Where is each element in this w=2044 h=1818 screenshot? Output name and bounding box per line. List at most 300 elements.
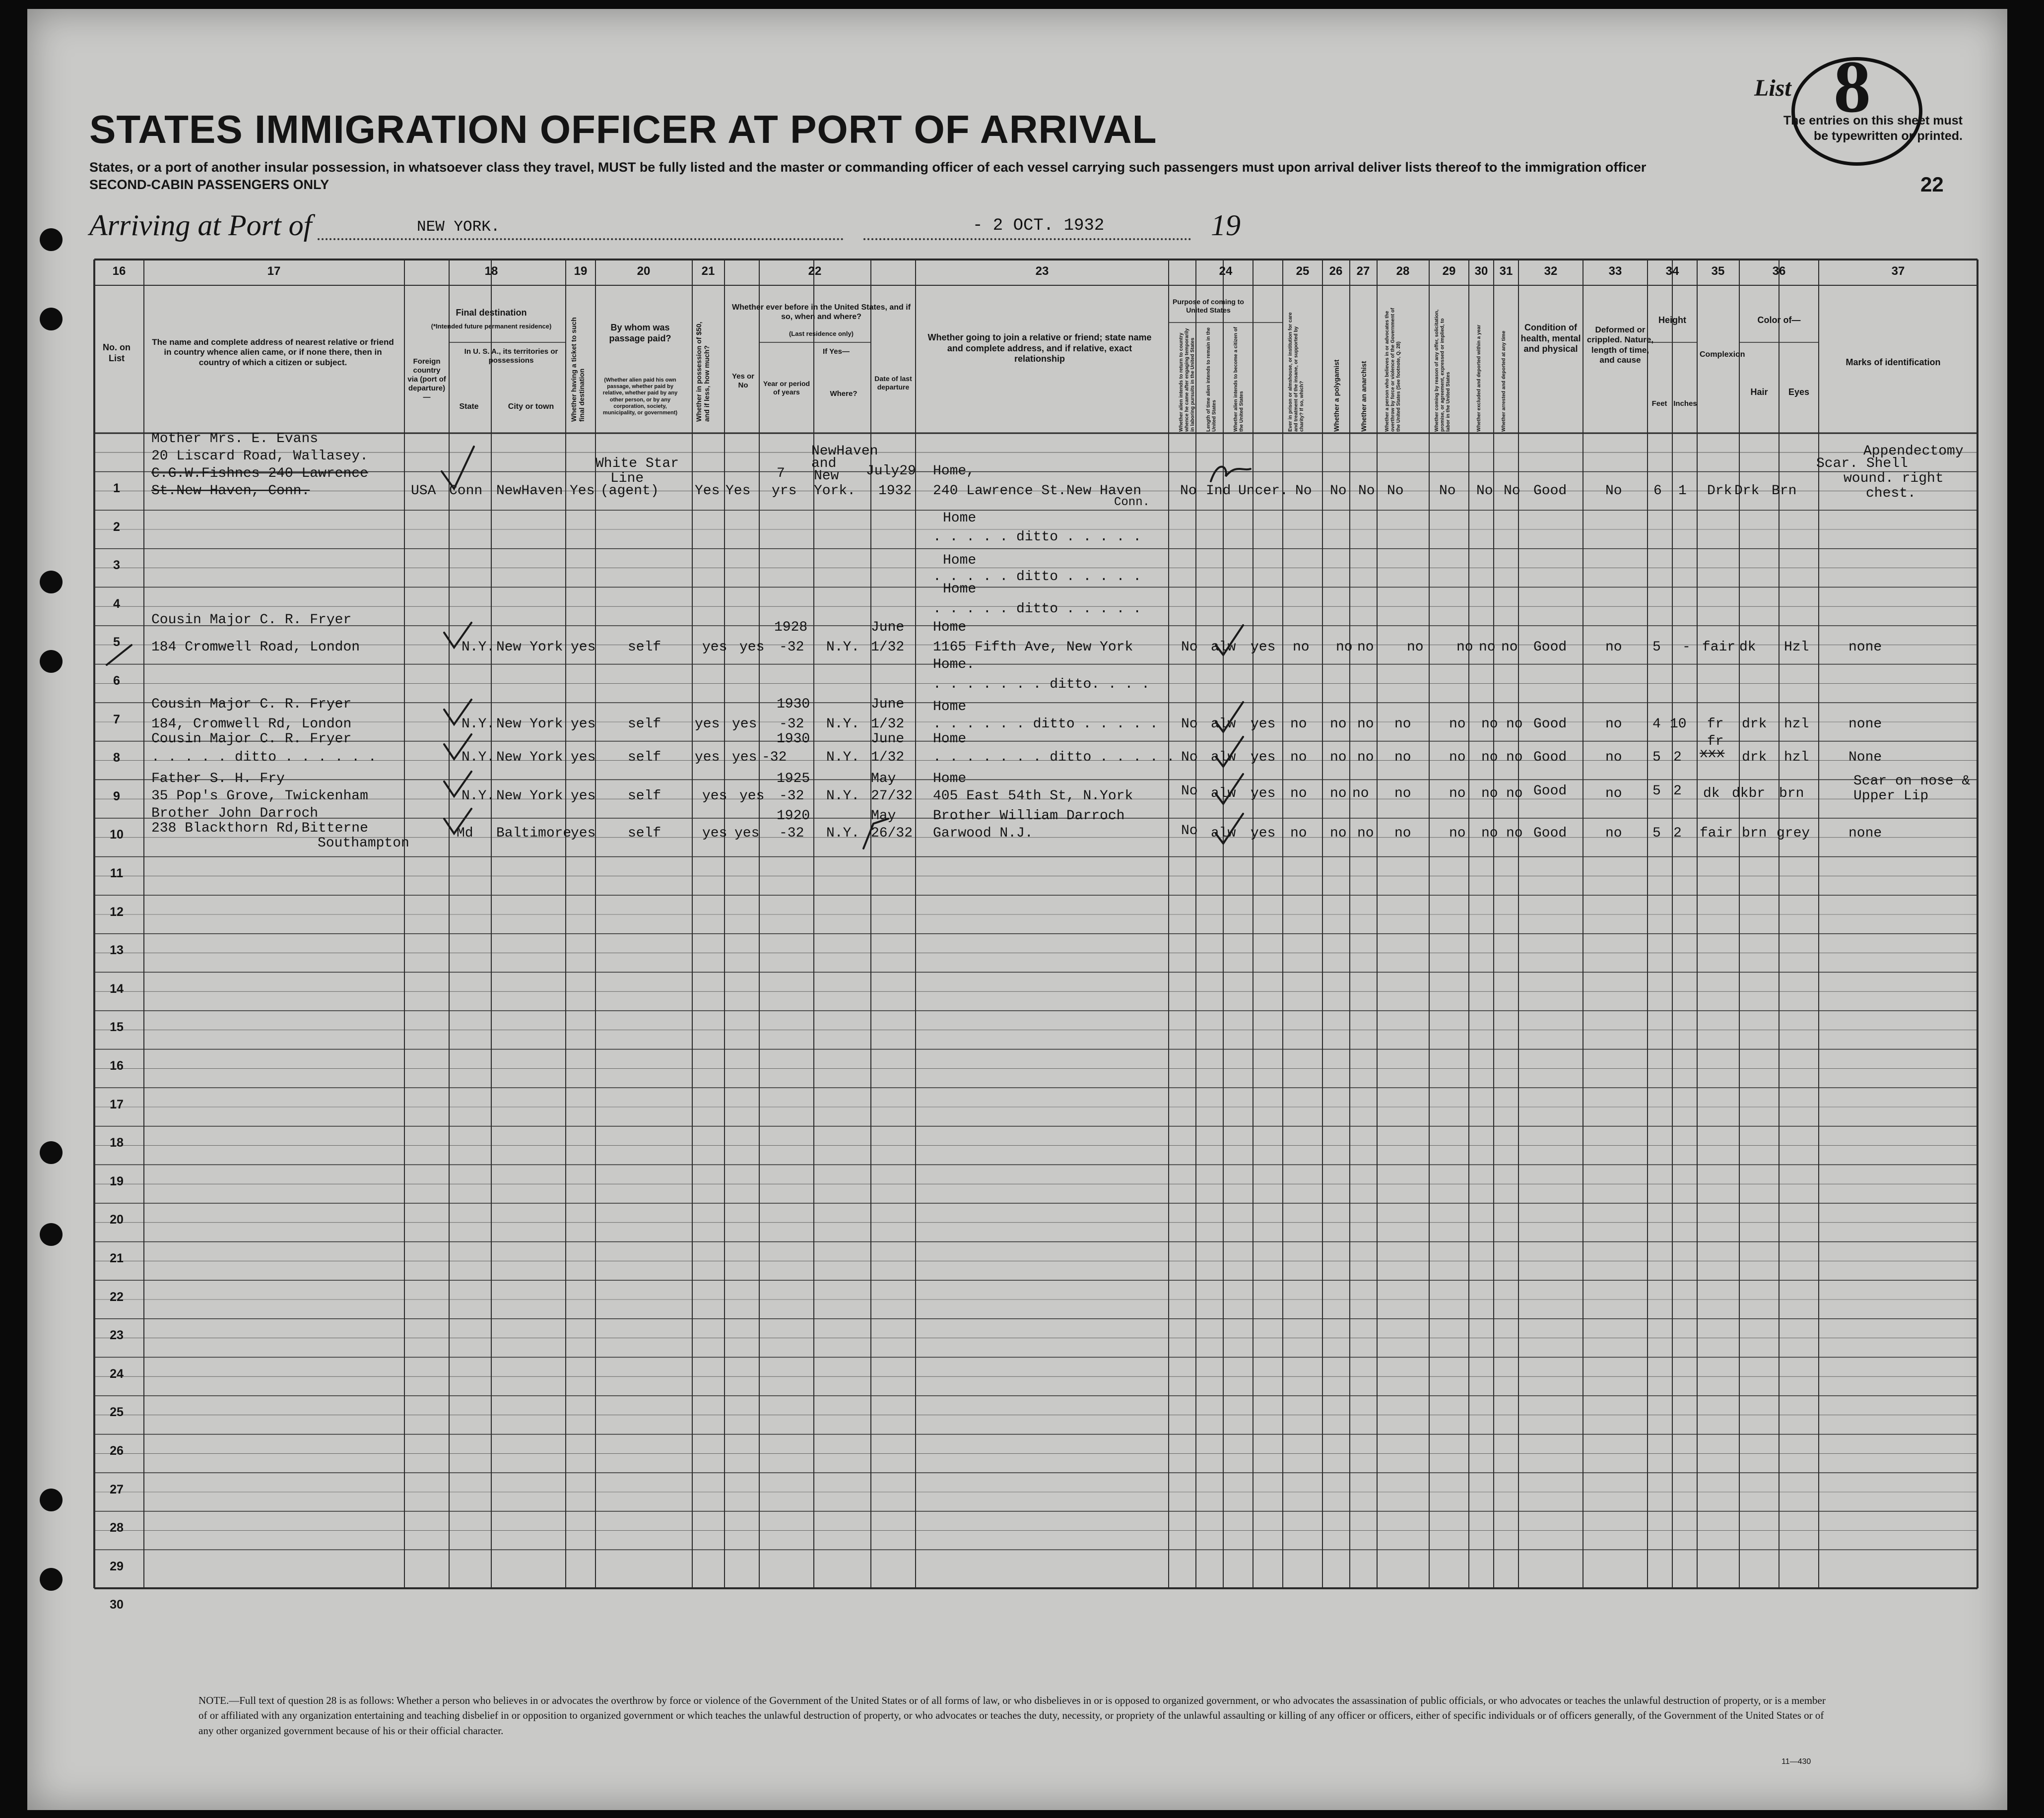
header-before-in-us: Whether ever before in the United States, and if so, when and where? bbox=[731, 303, 911, 322]
header-anarchist: Whether an anarchist bbox=[1360, 361, 1368, 432]
cell-departure: July29 bbox=[866, 463, 916, 479]
cell-departure: June bbox=[871, 731, 905, 747]
header-city: City or town bbox=[508, 402, 554, 411]
cell-polygamist: no bbox=[1330, 826, 1347, 841]
cell-departure: 1/32 bbox=[871, 640, 905, 655]
cell-joining: Home bbox=[933, 620, 967, 635]
cell-polygamist: no bbox=[1336, 640, 1353, 655]
cell-polygamist: no bbox=[1330, 716, 1347, 732]
header-relative-abroad: The name and complete address of nearest relative or friend in country whence alien came, or if none there, then in country of which a citizen or subject. bbox=[152, 337, 394, 367]
cell-joining: . . . . . ditto . . . . . bbox=[933, 529, 1142, 545]
header-offer: Whether coming by reason of any offer, solicitation, promise, or agreement, expressed or implied, to labor in the United States bbox=[1434, 309, 1451, 432]
row-number: 30 bbox=[110, 1598, 124, 1612]
cell-purpose-length: alw bbox=[1211, 640, 1236, 655]
cell-city: New York bbox=[496, 640, 563, 655]
cell-prison: no bbox=[1290, 786, 1307, 801]
row-number: 10 bbox=[110, 828, 124, 842]
form-number: 11—430 bbox=[1781, 1757, 1811, 1766]
header-passage-paid: By whom was passage paid? bbox=[609, 323, 671, 343]
header-yes-no: Yes or No bbox=[731, 372, 755, 390]
column-number: 21 bbox=[701, 264, 715, 278]
row-number: 2 bbox=[113, 519, 120, 534]
page-number: 22 bbox=[1920, 173, 1944, 196]
cell-years: -32 bbox=[779, 826, 804, 841]
column-number: 20 bbox=[637, 264, 651, 278]
cell-purpose-citizen: Uncer. bbox=[1238, 483, 1288, 499]
column-number: 34 bbox=[1665, 264, 1679, 278]
column-number: 30 bbox=[1474, 264, 1488, 278]
row-number: 9 bbox=[113, 789, 120, 803]
cell-deported: no bbox=[1479, 640, 1496, 655]
header-where: Where? bbox=[830, 390, 857, 398]
list-number: 8 bbox=[1834, 46, 1871, 128]
cell-eyes: grey bbox=[1777, 826, 1810, 841]
cell-ticket: yes bbox=[571, 788, 596, 804]
header-inches: Inches bbox=[1673, 399, 1697, 408]
cell-money: yes bbox=[695, 716, 720, 732]
cell-purpose-citizen: yes bbox=[1251, 640, 1276, 655]
header-arrested: Whether arrested and deported at any time bbox=[1501, 330, 1507, 432]
row-number: 17 bbox=[110, 1097, 124, 1111]
header-overthrow: Whether a person who believes in or advocates the overthrow by force or violence of the Government of the United States (See footnote, Q. 28) bbox=[1385, 308, 1401, 432]
column-number: 22 bbox=[808, 264, 822, 278]
column-number: 16 bbox=[112, 264, 126, 278]
cell-hair: Drk bbox=[1734, 483, 1760, 499]
cell-money: yes bbox=[702, 788, 727, 804]
cell-complexion: fr bbox=[1707, 716, 1724, 732]
row-number: 5 bbox=[113, 635, 120, 649]
cell-inches: 2 bbox=[1673, 783, 1682, 799]
cell-joining: Home bbox=[933, 771, 967, 786]
cell-joining: 1165 Fifth Ave, New York bbox=[933, 640, 1133, 655]
cell-passage-paid: self bbox=[628, 640, 661, 655]
cell-relative: Mother Mrs. E. Evans bbox=[151, 431, 319, 447]
cell-overthrow: No bbox=[1387, 483, 1404, 499]
cell-arrested: no bbox=[1501, 640, 1518, 655]
cell-deported: no bbox=[1481, 786, 1498, 801]
cell-health: Good bbox=[1533, 826, 1567, 841]
cell-relative: Southampton bbox=[318, 836, 409, 851]
row-number: 25 bbox=[110, 1405, 124, 1420]
check-mark bbox=[1216, 702, 1243, 732]
cell-city: New York bbox=[496, 716, 563, 732]
cell-joining: . . . . . . ditto . . . . . bbox=[933, 716, 1158, 732]
header-if-yes: If Yes— bbox=[823, 347, 850, 356]
cell-before: yes bbox=[734, 826, 760, 841]
cell-health: Good bbox=[1533, 640, 1567, 655]
entries-note-line: be typewritten or printed. bbox=[1813, 129, 1963, 143]
column-number: 17 bbox=[267, 264, 281, 278]
cell-relative: 184 Cromwell Road, London bbox=[151, 640, 360, 655]
cell-complexion: dk bbox=[1703, 786, 1720, 801]
row-number: 21 bbox=[110, 1251, 124, 1265]
column-number: 19 bbox=[574, 264, 588, 278]
cell-overthrow: no bbox=[1394, 786, 1411, 801]
cell-passage-paid: self bbox=[628, 716, 661, 732]
cell-feet: 5 bbox=[1652, 750, 1661, 765]
header-prison: Ever in prison or almshouse, or institution for care and treatment of the insane, or supported by charity? If so, which? bbox=[1288, 312, 1305, 432]
check-mark bbox=[1216, 737, 1243, 767]
cell-where: York. bbox=[814, 483, 856, 499]
cell-relative: 20 Liscard Road, Wallasey. bbox=[151, 449, 368, 464]
cell-passage-paid: Line bbox=[610, 471, 644, 486]
cell-marks: none bbox=[1848, 716, 1882, 732]
column-number: 31 bbox=[1499, 264, 1513, 278]
cell-joining: Home. bbox=[933, 657, 975, 672]
cell-health: Good bbox=[1533, 750, 1567, 765]
cell-before: yes bbox=[739, 640, 765, 655]
row-number: 18 bbox=[110, 1136, 124, 1150]
cell-money: Yes bbox=[695, 483, 720, 499]
cell-joining: Home bbox=[943, 582, 977, 597]
header-height: Height bbox=[1658, 315, 1686, 325]
cell-joining: Home bbox=[933, 731, 967, 747]
cell-anarchist: no bbox=[1357, 826, 1374, 841]
cell-complexion: fair bbox=[1700, 826, 1733, 841]
cell-health: Good bbox=[1533, 783, 1567, 799]
row-number: 11 bbox=[110, 866, 124, 880]
cell-marks: Upper Lip bbox=[1853, 788, 1929, 804]
cell-inches: - bbox=[1682, 640, 1691, 655]
cell-joining: Home bbox=[933, 699, 967, 714]
port-value: NEW YORK. bbox=[417, 218, 500, 236]
header-in-usa: In U. S. A., its territories or possessions bbox=[464, 347, 558, 365]
cell-years: -32 bbox=[762, 750, 787, 765]
check-mark bbox=[1216, 774, 1243, 804]
cell-departure: 26/32 bbox=[871, 826, 913, 841]
cell-deformed: no bbox=[1605, 786, 1622, 801]
cell-feet: 5 bbox=[1652, 826, 1661, 841]
cell-relative: 184, Cromwell Rd, London bbox=[151, 716, 352, 732]
cell-joining: Conn. bbox=[1114, 496, 1150, 509]
cell-feet: 6 bbox=[1653, 483, 1662, 499]
cell-eyes: Brn bbox=[1772, 483, 1797, 499]
cell-where: and bbox=[811, 456, 837, 471]
cell-marks: Appendectomy bbox=[1863, 444, 1964, 459]
cell-relative: Father S. H. Fry bbox=[151, 771, 285, 786]
cell-anarchist: no bbox=[1357, 640, 1374, 655]
cell-departure: June bbox=[871, 697, 905, 712]
cell-marks: none bbox=[1848, 640, 1882, 655]
row-number: 23 bbox=[110, 1328, 124, 1343]
cell-relative: 238 Blackthorn Rd,Bitterne bbox=[151, 821, 368, 836]
column-number: 18 bbox=[484, 264, 498, 278]
cell-offer: No bbox=[1439, 483, 1456, 499]
cell-hair: dk bbox=[1739, 640, 1756, 655]
cell-joining: . . . . . ditto . . . . . bbox=[933, 569, 1142, 584]
row-number: 27 bbox=[110, 1482, 124, 1496]
cell-eyes: hzl bbox=[1784, 750, 1809, 765]
cell-inches: 1 bbox=[1678, 483, 1687, 499]
cell-years: 1920 bbox=[777, 808, 810, 824]
cell-overthrow: no bbox=[1407, 640, 1424, 655]
row-number: 29 bbox=[110, 1559, 124, 1573]
cell-departure: May bbox=[871, 808, 896, 824]
check-mark bbox=[442, 447, 474, 489]
cell-offer: no bbox=[1449, 716, 1466, 732]
cell-purpose-return: No bbox=[1181, 783, 1198, 799]
cell-departure: 1/32 bbox=[871, 716, 905, 732]
cell-where: New bbox=[814, 468, 839, 484]
cell-prison: No bbox=[1295, 483, 1312, 499]
row-number: 8 bbox=[113, 751, 120, 765]
cell-deported: No bbox=[1476, 483, 1493, 499]
scribble-mark bbox=[1211, 467, 1251, 481]
cell-overthrow: no bbox=[1394, 750, 1411, 765]
cell-where: N.Y. bbox=[826, 640, 860, 655]
cell-hair: drk bbox=[1742, 716, 1767, 732]
cell-overthrow: no bbox=[1394, 826, 1411, 841]
cell-departure: May bbox=[871, 771, 896, 786]
cell-complexion: xxx bbox=[1700, 746, 1725, 762]
row-number: 7 bbox=[113, 712, 120, 726]
row-number: 28 bbox=[110, 1521, 124, 1535]
header-deported: Whether excluded and deported within a year bbox=[1476, 325, 1482, 432]
cell-joining: 240 Lawrence St.New Haven bbox=[933, 483, 1142, 499]
cell-relative: Brother John Darroch bbox=[151, 806, 319, 821]
cell-state: N.Y. bbox=[462, 750, 495, 765]
cell-purpose-length: alw bbox=[1211, 716, 1236, 732]
cell-joining: . . . . . . . ditto . . . . . bbox=[933, 750, 1175, 765]
cell-feet: 5 bbox=[1652, 783, 1661, 799]
cell-eyes: brn bbox=[1779, 786, 1804, 801]
form-subtitle: States, or a port of another insular possession, in whatsoever class they travel, MUST be fully listed and the master or commanding officer of each vessel carrying such passengers must upon arrival deliver lists thereof to the immigration officer bbox=[89, 160, 1647, 175]
cell-relative: Cousin Major C. R. Fryer bbox=[151, 731, 352, 747]
cell-purpose-length: alw bbox=[1211, 750, 1236, 765]
cell-passage-paid: White Star bbox=[595, 456, 679, 471]
cell-years: 1930 bbox=[777, 697, 810, 712]
row-number: 12 bbox=[110, 905, 124, 919]
cell-years: 1925 bbox=[777, 771, 810, 786]
header-money: Whether in possession of $50, and if less, how much? bbox=[695, 322, 711, 422]
cell-offer: no bbox=[1456, 640, 1473, 655]
check-mark bbox=[444, 772, 471, 796]
entries-note-line: The entries on this sheet must bbox=[1783, 114, 1963, 128]
cell-deformed: no bbox=[1605, 750, 1622, 765]
cell-deported: no bbox=[1481, 750, 1498, 765]
cell-purpose-length: Ind bbox=[1206, 483, 1231, 499]
cell-state: N.Y. bbox=[462, 788, 495, 804]
cell-purpose-length: alw bbox=[1211, 826, 1236, 841]
cell-joining: Home bbox=[943, 511, 977, 526]
header-state: State bbox=[459, 402, 479, 411]
cell-departure: 27/32 bbox=[871, 788, 913, 804]
cell-money: yes bbox=[702, 826, 727, 841]
cell-deformed: no bbox=[1605, 640, 1622, 655]
cell-complexion: Drk bbox=[1707, 483, 1732, 499]
cell-state: N.Y. bbox=[462, 716, 495, 732]
column-number: 23 bbox=[1035, 264, 1049, 278]
date-stamp: - 2 OCT. 1932 bbox=[973, 216, 1105, 235]
cell-health: Good bbox=[1533, 716, 1567, 732]
cell-marks: Scar. Shell bbox=[1816, 456, 1908, 471]
cell-deformed: no bbox=[1605, 716, 1622, 732]
header-foreign-country: Foreign country via (port of departure)— bbox=[407, 357, 446, 401]
header-purpose-return: Whether alien intends to return to country whence he came after engaging temporarily in laboring pursuits in the United States bbox=[1179, 328, 1195, 432]
column-number: 29 bbox=[1442, 264, 1456, 278]
cell-prison: no bbox=[1293, 640, 1310, 655]
row-number: 20 bbox=[110, 1213, 124, 1227]
cell-departure: 1932 bbox=[878, 483, 912, 499]
check-mark bbox=[1216, 625, 1243, 655]
cell-feet: 4 bbox=[1652, 716, 1661, 732]
form-title: STATES IMMIGRATION OFFICER AT PORT OF ARRIVAL bbox=[89, 107, 1157, 151]
header-health: Condition of health, mental and physical bbox=[1520, 323, 1581, 354]
cell-relative: . . . . . ditto . . . . . . bbox=[151, 750, 377, 765]
cell-years: 1928 bbox=[774, 620, 808, 635]
cell-joining: Garwood N.J. bbox=[933, 826, 1033, 841]
header-complexion: Complexion bbox=[1700, 350, 1745, 359]
row-number: 1 bbox=[113, 481, 120, 495]
cell-passage-paid: (agent) bbox=[600, 483, 659, 499]
cell-joining: 405 East 54th St, N.York bbox=[933, 788, 1133, 804]
cell-purpose-length: alw bbox=[1211, 786, 1236, 801]
cell-state: Conn bbox=[449, 483, 483, 499]
row-number: 14 bbox=[110, 981, 124, 996]
cell-purpose-citizen: yes bbox=[1251, 750, 1276, 765]
cell-purpose-return: No bbox=[1181, 750, 1198, 765]
cell-ticket: Yes bbox=[570, 483, 595, 499]
slash-mark bbox=[107, 645, 132, 665]
cell-purpose-return: No bbox=[1181, 716, 1198, 732]
cell-overthrow: no bbox=[1394, 716, 1411, 732]
cell-where: N.Y. bbox=[826, 750, 860, 765]
cell-where: NewHaven bbox=[811, 444, 878, 459]
cell-years: -32 bbox=[779, 716, 804, 732]
cell-city: New York bbox=[496, 750, 563, 765]
row-number: 15 bbox=[110, 1020, 124, 1035]
column-number: 37 bbox=[1891, 264, 1905, 278]
cell-purpose-return: No bbox=[1181, 823, 1198, 839]
cell-purpose-return: No bbox=[1180, 483, 1197, 499]
cell-anarchist: no bbox=[1357, 716, 1374, 732]
list-label: List bbox=[1754, 75, 1791, 101]
cell-polygamist: no bbox=[1330, 786, 1347, 801]
header-joining: Whether going to join a relative or friend; state name and complete address, and if relative, exact relationship bbox=[927, 332, 1152, 364]
cell-before: Yes bbox=[725, 483, 751, 499]
cell-passage-paid: self bbox=[628, 788, 661, 804]
cell-departure: 1/32 bbox=[871, 750, 905, 765]
cell-money: yes bbox=[702, 640, 727, 655]
check-mark bbox=[1216, 814, 1243, 844]
header-passage-paid-note: (Whether alien paid his own passage, whether paid by relative, whether paid by any other person, or by any corporation, society, municipality, or government) bbox=[602, 377, 678, 416]
cell-marks: Scar on nose & bbox=[1853, 774, 1971, 789]
cell-deported: no bbox=[1481, 826, 1498, 841]
cell-ticket: yes bbox=[571, 750, 596, 765]
cell-years: -32 bbox=[779, 640, 804, 655]
cell-ticket: yes bbox=[571, 716, 596, 732]
row-number: 4 bbox=[113, 596, 120, 611]
cell-state: Md bbox=[457, 826, 473, 841]
column-number: 24 bbox=[1219, 264, 1233, 278]
cell-years: yrs bbox=[772, 483, 797, 499]
row-number: 16 bbox=[110, 1059, 124, 1073]
cell-inches: 2 bbox=[1673, 750, 1682, 765]
cell-hair: brn bbox=[1742, 826, 1767, 841]
cell-offer: no bbox=[1449, 750, 1466, 765]
column-number: 25 bbox=[1296, 264, 1310, 278]
cell-prison: no bbox=[1290, 750, 1307, 765]
cell-state: N.Y. bbox=[462, 640, 495, 655]
check-mark bbox=[444, 623, 471, 648]
cell-years: 7 bbox=[777, 466, 785, 481]
column-number: 33 bbox=[1608, 264, 1622, 278]
cell-money: yes bbox=[695, 750, 720, 765]
row-number: 24 bbox=[110, 1366, 124, 1381]
row-number: 13 bbox=[110, 943, 124, 958]
cell-before: yes bbox=[732, 750, 757, 765]
cell-before: yes bbox=[732, 716, 757, 732]
cell-hair: drk bbox=[1742, 750, 1767, 765]
cell-hair: dkbr bbox=[1732, 786, 1766, 801]
cell-prison: no bbox=[1290, 826, 1307, 841]
cell-inches: 10 bbox=[1670, 716, 1687, 732]
cell-ticket: yes bbox=[571, 640, 596, 655]
header-date-departure: Date of last departure bbox=[874, 375, 912, 391]
header-eyes: Eyes bbox=[1788, 387, 1810, 397]
cell-relative: St.New Haven, Conn. bbox=[151, 483, 310, 499]
row-number: 19 bbox=[110, 1174, 124, 1188]
cell-complexion: fr bbox=[1707, 734, 1724, 749]
cell-purpose-return: No bbox=[1181, 640, 1198, 655]
cell-deformed: no bbox=[1605, 826, 1622, 841]
cell-inches: 2 bbox=[1673, 826, 1682, 841]
cell-relative: C.G.W.Fishnes 240 Lawrence bbox=[151, 466, 368, 481]
cell-city: New York bbox=[496, 788, 563, 804]
cell-purpose-citizen: yes bbox=[1251, 716, 1276, 732]
cell-years: -32 bbox=[779, 788, 804, 804]
cell-arrested: No bbox=[1504, 483, 1520, 499]
header-hair: Hair bbox=[1750, 387, 1768, 397]
cell-where: N.Y. bbox=[826, 716, 860, 732]
header-no-on-list: No. on List bbox=[103, 342, 131, 363]
cell-anarchist: No bbox=[1358, 483, 1375, 499]
cell-where: N.Y. bbox=[826, 788, 860, 804]
header-ticket: Whether having a ticket to such final destination bbox=[570, 317, 586, 422]
arriving-label: Arriving at Port of bbox=[89, 209, 312, 242]
cell-ticket: yes bbox=[571, 826, 596, 841]
header-final-destination: Final destination bbox=[456, 308, 527, 318]
column-number: 36 bbox=[1772, 264, 1786, 278]
row-number: 3 bbox=[113, 558, 120, 573]
header-final-destination-note: (*Intended future permanent residence) bbox=[431, 323, 552, 330]
cell-joining: Home bbox=[943, 553, 977, 568]
year-prefix: 19 bbox=[1211, 209, 1241, 242]
cell-offer: no bbox=[1449, 786, 1466, 801]
header-deformed: Deformed or crippled. Nature, length of time, and cause bbox=[1586, 325, 1654, 365]
cell-offer: no bbox=[1449, 826, 1466, 841]
header-polygamist: Whether a polygamist bbox=[1332, 359, 1340, 432]
column-number: 32 bbox=[1544, 264, 1558, 278]
cell-polygamist: no bbox=[1330, 750, 1347, 765]
header-year-period: Year or period of years bbox=[763, 380, 810, 396]
column-number: 27 bbox=[1356, 264, 1370, 278]
cell-relative: Cousin Major C. R. Fryer bbox=[151, 612, 352, 628]
class-line: SECOND-CABIN PASSENGERS ONLY bbox=[89, 177, 330, 192]
column-number: 28 bbox=[1396, 264, 1410, 278]
cell-deformed: No bbox=[1605, 483, 1622, 499]
cell-passage-paid: self bbox=[628, 750, 661, 765]
check-mark bbox=[444, 700, 471, 724]
cell-feet: 5 bbox=[1652, 640, 1661, 655]
cell-health: Good bbox=[1533, 483, 1567, 499]
cell-marks: None bbox=[1848, 750, 1882, 765]
cell-foreign-country: USA bbox=[411, 483, 436, 499]
header-purpose-citizen: Whether alien intends to become a citizen of the United States bbox=[1233, 326, 1245, 432]
cell-departure: June bbox=[871, 620, 905, 635]
header-feet: Feet bbox=[1651, 399, 1667, 408]
cell-arrested: no bbox=[1506, 826, 1523, 841]
